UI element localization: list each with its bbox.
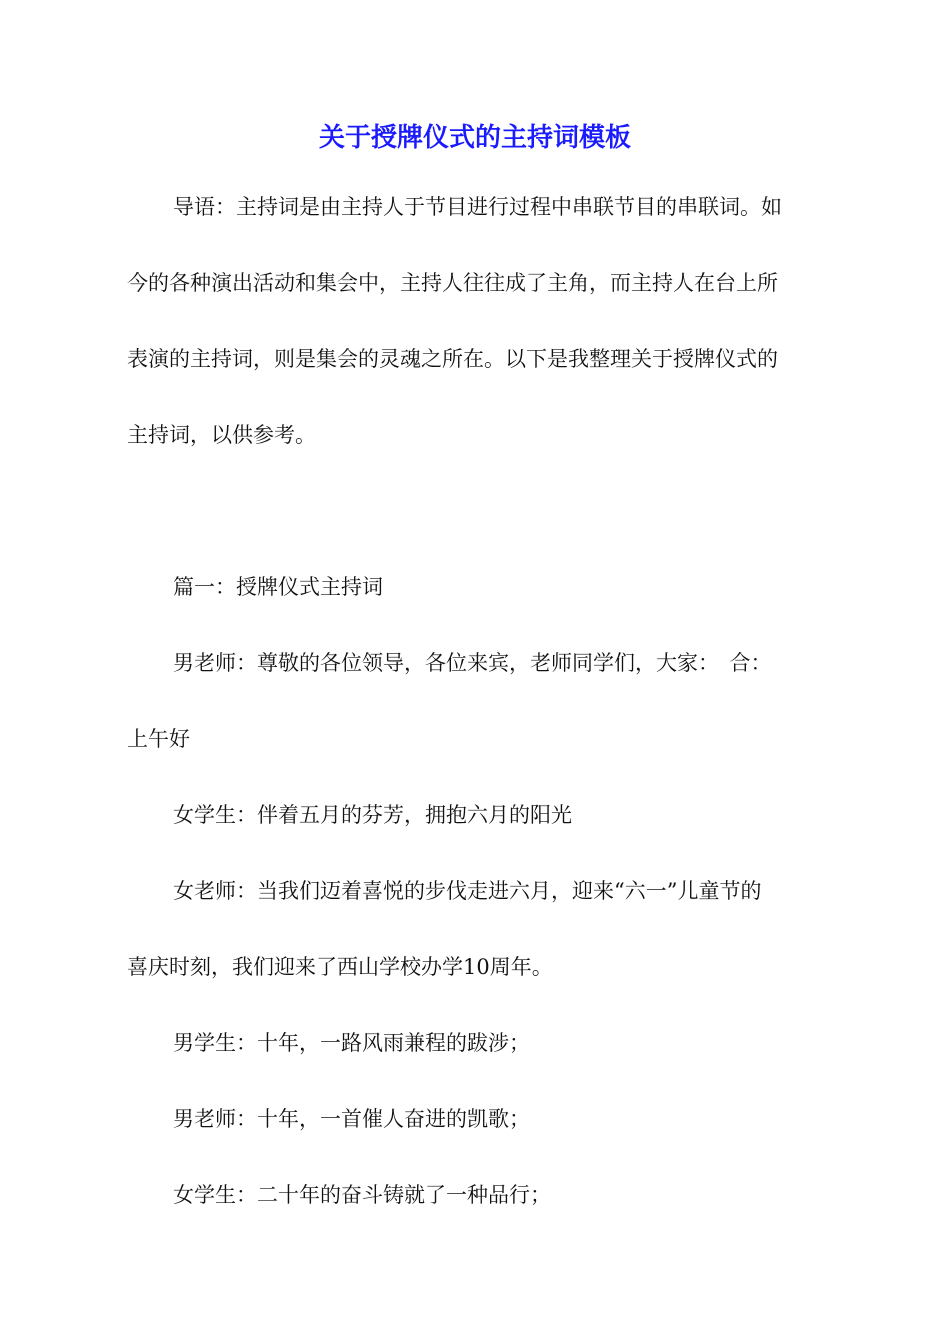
body-line: 女老师：当我们迈着喜悦的步伐走进六月，迎来“六一”儿童节的 xyxy=(173,879,762,903)
body-line: 今的各种演出活动和集会中，主持人往往成了主角，而主持人在台上所 xyxy=(127,271,778,295)
body-line: 喜庆时刻，我们迎来了西山学校办学10周年。 xyxy=(127,955,553,979)
document-body xyxy=(127,188,824,1252)
section-heading: 篇一：授牌仪式主持词 xyxy=(173,575,383,599)
body-line: 男老师：十年，一首催人奋进的凯歌； xyxy=(173,1107,530,1131)
body-line: 女学生：伴着五月的芬芳，拥抱六月的阳光 xyxy=(173,803,572,827)
body-line: 表演的主持词，则是集会的灵魂之所在。以下是我整理关于授牌仪式的 xyxy=(127,347,778,371)
body-line: 上午好 xyxy=(127,727,190,751)
body-line: 主持词，以供参考。 xyxy=(127,423,316,447)
document-title: 关于授牌仪式的主持词模板 xyxy=(318,123,631,153)
body-line: 女学生：二十年的奋斗铸就了一种品行； xyxy=(173,1183,551,1207)
body-line: 导语：主持词是由主持人于节目进行过程中串联节目的串联词。如 xyxy=(173,195,782,219)
body-line: 男学生：十年，一路风雨兼程的跋涉； xyxy=(173,1031,530,1055)
paragraph-gap xyxy=(127,492,824,568)
body-line: 男老师：尊敬的各位领导，各位来宾，老师同学们，大家： 合： xyxy=(173,651,772,675)
